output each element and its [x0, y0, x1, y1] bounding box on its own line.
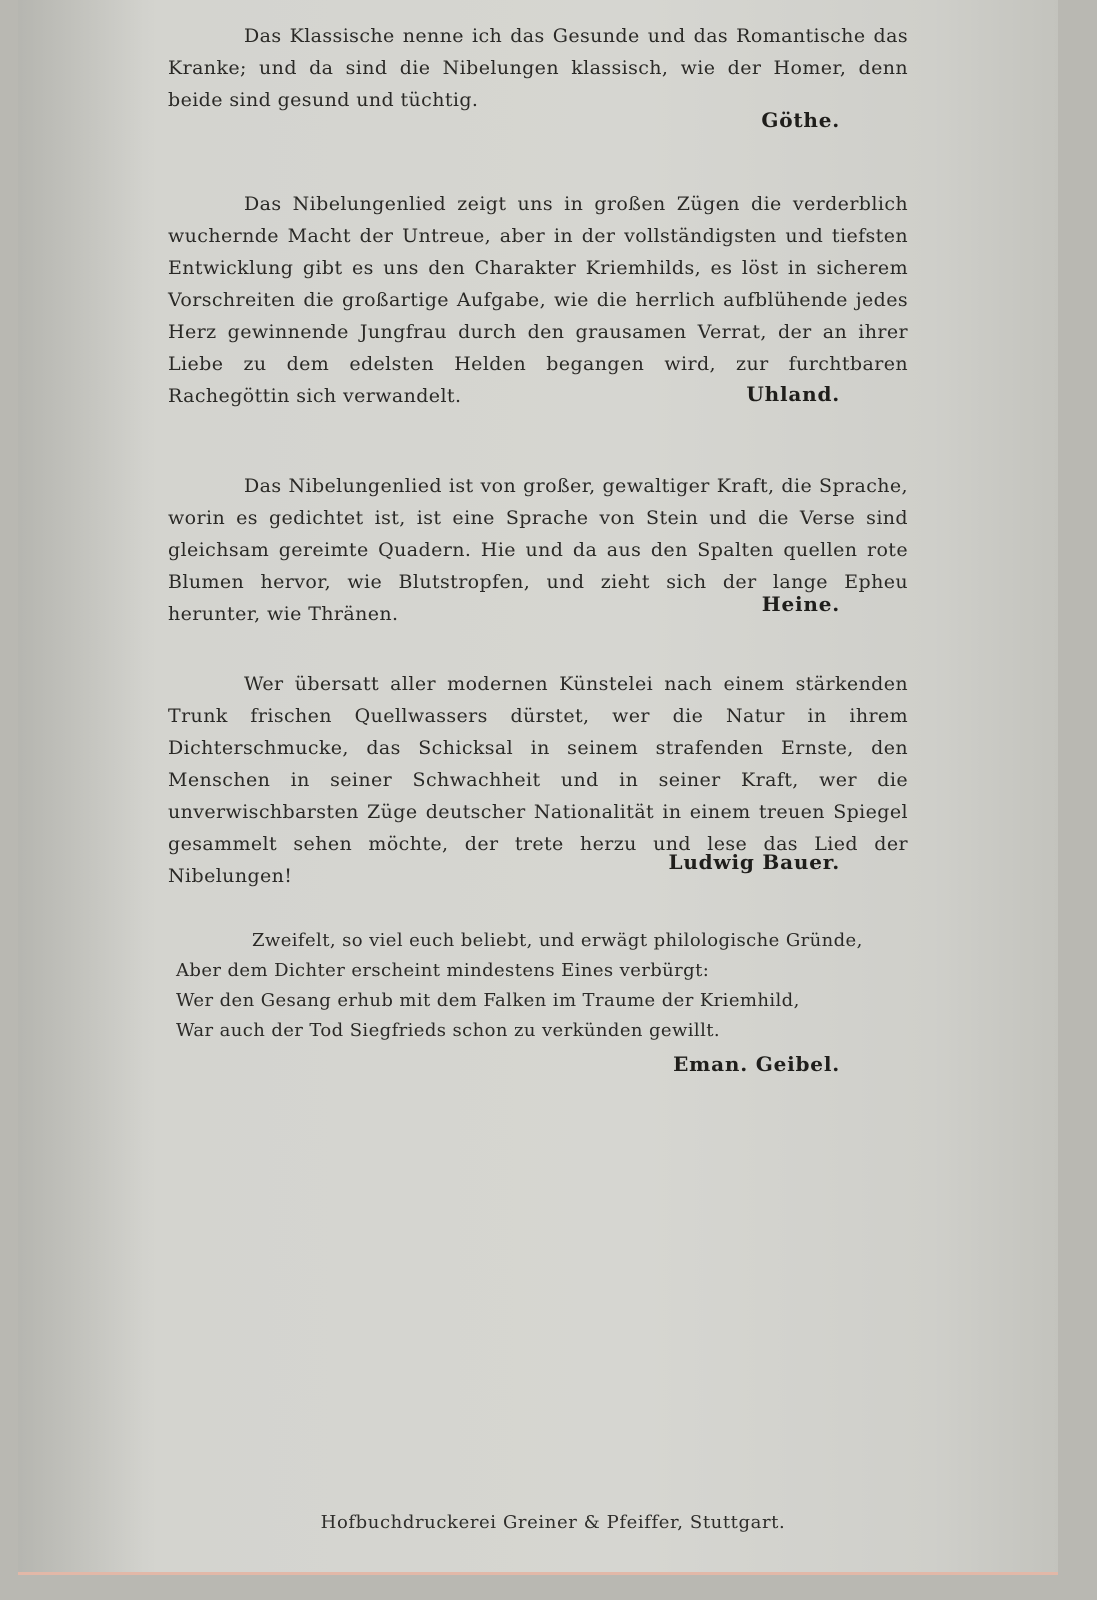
quote-author-heine: Heine.	[761, 592, 840, 616]
poem-geibel	[176, 926, 896, 1046]
printer-imprint: Hofbuchdruckerei Greiner & Pfeiffer, Stuttgart.	[320, 1512, 786, 1533]
poem-line: Zweifelt, so viel euch beliebt, und erwägt philologische Gründe,	[252, 930, 863, 951]
poem-line: Aber dem Dichter erscheint mindestens Eines verbürgt:	[176, 960, 710, 981]
quote-goethe	[168, 20, 908, 116]
poem-line: Wer den Gesang erhub mit dem Falken im Traume der Kriemhild,	[176, 990, 800, 1011]
page-shadow	[18, 0, 158, 1572]
poem-line: War auch der Tod Siegfrieds schon zu verkünden gewillt.	[176, 1020, 720, 1041]
quote-author-uhland: Uhland.	[746, 382, 840, 406]
quote-author-bauer: Ludwig Bauer.	[668, 850, 840, 874]
quote-text: Das Nibelungenlied zeigt uns in großen Zügen die verderblich wuchernde Macht der Untreue, aber in der vollständigsten und tiefsten Entwicklung gibt es uns den Charakter Kriemhilds, es löst in sicherem Vorschreiten die großartige Aufgabe, wie die herrlich aufblühende jedes Herz gewinnende Jungfrau durch den grausamen Verrat, der an ihrer Liebe zu dem edelsten Helden begangen wird, zur furchtbaren Rachegöttin sich verwandelt.	[168, 193, 908, 407]
quote-uhland	[168, 188, 908, 412]
quote-text: Wer übersatt aller modernen Künstelei nach einem stärkenden Trunk frischen Quellwassers dürstet, wer die Natur in ihrem Dichterschmucke, das Schicksal in seinem strafenden Ernste, den Menschen in seiner Schwachheit und in seiner Kraft, wer die unverwischbarsten Züge deutscher Nationalität in einem treuen Spiegel gesammelt sehen möchte, der trete herzu und lese das Lied der Nibelungen!	[168, 673, 908, 887]
quote-text: Das Nibelungenlied ist von großer, gewaltiger Kraft, die Sprache, worin es gedichtet ist, ist eine Sprache von Stein und die Verse sind gleichsam gereimte Quadern. Hie und da aus den Spalten quellen rote Blumen hervor, wie Blutstropfen, und zieht sich der lange Epheu herunter, wie Thränen.	[168, 475, 908, 625]
quote-text: Das Klassische nenne ich das Gesunde und das Romantische das Kranke; und da sind die Nibelungen klassisch, wie der Homer, denn beide sind gesund und tüchtig.	[168, 25, 908, 111]
quote-author-goethe: Göthe.	[761, 108, 840, 132]
book-page	[18, 0, 1058, 1575]
poem-author-geibel: Eman. Geibel.	[673, 1052, 840, 1076]
